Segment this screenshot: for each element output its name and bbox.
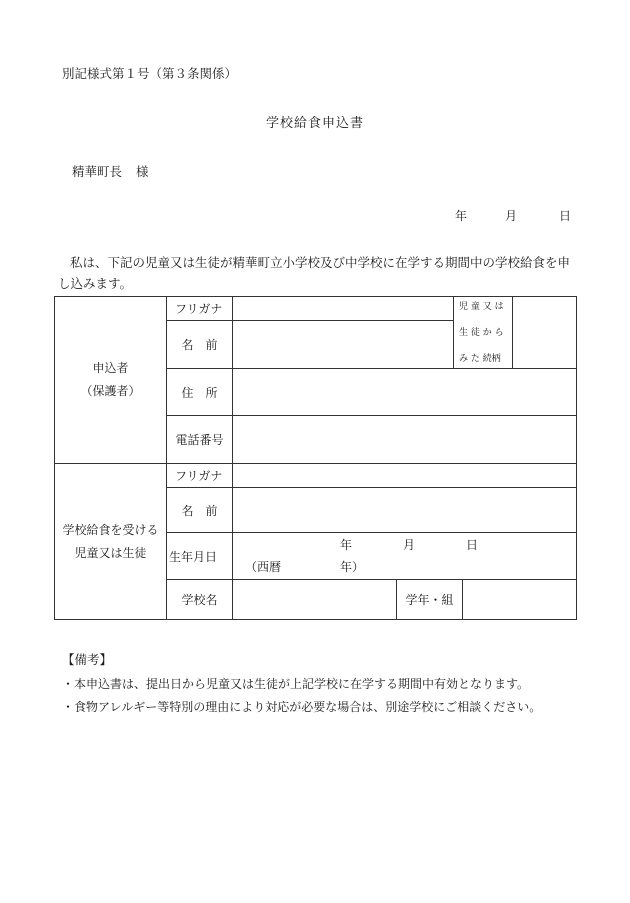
relationship-field[interactable] bbox=[512, 296, 577, 369]
applicant-furigana-label bbox=[166, 296, 233, 321]
student-name-text: 名 前 bbox=[181, 503, 218, 518]
intro-text bbox=[58, 252, 580, 294]
form-number: 別記様式第１号（第３条関係） bbox=[62, 66, 238, 81]
applicant-name-field[interactable] bbox=[232, 320, 454, 369]
dob-month-label: 月 bbox=[403, 538, 416, 552]
applicant-name-label bbox=[166, 320, 233, 369]
applicant-phone-label bbox=[166, 415, 233, 464]
relationship-label bbox=[453, 296, 513, 369]
seireki-open: （西暦 bbox=[245, 560, 282, 574]
student-name-label bbox=[166, 487, 233, 533]
dob-year-label: 年 bbox=[340, 538, 353, 552]
applicant-address-field[interactable] bbox=[232, 368, 577, 416]
grade-class-label bbox=[396, 579, 463, 620]
note-item: ・本申込書は、提出日から児童又は生徒が上記学校に在学する期間中有効となります。 bbox=[62, 677, 530, 691]
addressee-honorific: 様 bbox=[136, 164, 149, 179]
student-section-label bbox=[54, 463, 167, 620]
student-label-line2: 児童又は生徒 bbox=[74, 545, 147, 560]
grade-class-field[interactable] bbox=[462, 579, 577, 620]
applicant-name-text: 名 前 bbox=[181, 338, 218, 352]
student-label-line1: 学校給食を受ける bbox=[62, 522, 159, 537]
relationship-line3: み た 続柄 bbox=[459, 353, 501, 364]
notes-heading: 【備考】 bbox=[62, 652, 113, 667]
applicant-phone-text: 電話番号 bbox=[175, 433, 224, 447]
page-title: 学校給食申込書 bbox=[265, 116, 364, 131]
dob-line-japanese bbox=[245, 534, 478, 556]
seireki-close: 年） bbox=[340, 560, 365, 574]
addressee bbox=[72, 162, 149, 180]
applicant-furigana-field[interactable] bbox=[232, 296, 454, 321]
dob-line-seireki bbox=[245, 556, 364, 578]
relationship-line2: 生 徒 か ら bbox=[459, 327, 504, 338]
relationship-line1: 児 童 又 は bbox=[459, 301, 504, 312]
student-furigana-field[interactable] bbox=[232, 463, 577, 488]
application-form-table bbox=[54, 296, 577, 620]
note-item: ・食物アレルギー等特別の理由により対応が必要な場合は、別途学校にご相談ください。 bbox=[62, 700, 542, 714]
student-furigana-label bbox=[166, 463, 233, 488]
school-name-field[interactable] bbox=[232, 579, 397, 620]
date-line bbox=[455, 207, 571, 224]
school-name-text: 学校名 bbox=[181, 593, 218, 607]
date-day-label: 日 bbox=[559, 209, 572, 223]
applicant-address-label bbox=[166, 368, 233, 416]
grade-class-text: 学年・組 bbox=[405, 593, 454, 607]
student-name-field[interactable] bbox=[232, 487, 577, 533]
date-year-label: 年 bbox=[455, 209, 468, 223]
applicant-address-text: 住 所 bbox=[181, 385, 218, 400]
intro-sentence: 私は、下記の児童又は生徒が精華町立小学校及び中学校に在学する期間中の学校給食を申し込みます。 bbox=[58, 255, 571, 291]
student-dob-label bbox=[166, 532, 233, 580]
student-dob-text: 生年月日 bbox=[169, 549, 218, 564]
applicant-furigana-text: フリガナ bbox=[175, 302, 223, 316]
student-dob-field[interactable] bbox=[232, 532, 577, 580]
applicant-label-line2: （保護者） bbox=[80, 384, 141, 398]
school-name-label bbox=[166, 579, 233, 620]
applicant-section-label bbox=[54, 296, 167, 464]
applicant-phone-field[interactable] bbox=[232, 415, 577, 464]
date-month-label: 月 bbox=[505, 209, 518, 223]
dob-day-label: 日 bbox=[466, 538, 479, 552]
applicant-label-line1: 申込者 bbox=[92, 361, 129, 375]
student-furigana-text: フリガナ bbox=[175, 469, 223, 483]
addressee-name: 精華町長 bbox=[72, 164, 123, 179]
